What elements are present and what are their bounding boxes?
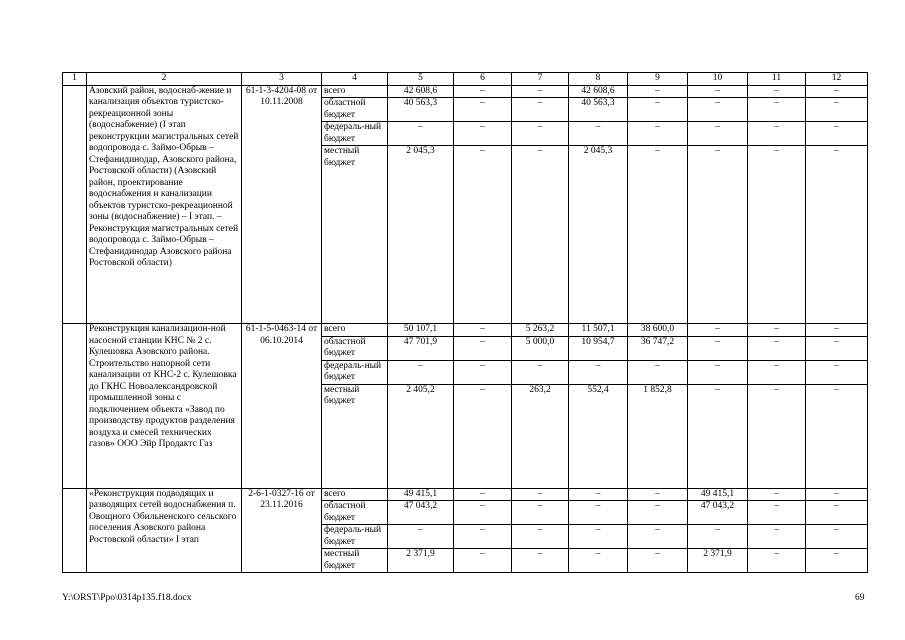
- value-cell: 40 563,3: [388, 98, 454, 122]
- value-cell: 38 600,0: [628, 324, 688, 337]
- value-cell: –: [569, 122, 628, 146]
- col-header-4: 4: [322, 73, 388, 86]
- col-header-1: 1: [63, 73, 87, 86]
- value-cell: –: [454, 360, 512, 384]
- value-cell: 47 043,2: [688, 501, 748, 525]
- table-body: [63, 73, 868, 573]
- value-cell: –: [569, 525, 628, 549]
- col-header-7: 7: [512, 73, 569, 86]
- value-cell: 2 045,3: [388, 146, 454, 324]
- value-cell: –: [688, 324, 748, 337]
- funding-source: федераль-ный бюджет: [322, 122, 388, 146]
- funding-source: всего: [322, 324, 388, 337]
- value-cell: –: [748, 384, 806, 488]
- project-description: «Реконструкция подводящих и разводящих сетей водоснабжения п. Овощного Обильненского сельского поселения Азовского района Ростовской области» I этап: [87, 488, 242, 573]
- funding-source: местный бюджет: [322, 146, 388, 324]
- table-row: [63, 85, 868, 98]
- value-cell: –: [454, 525, 512, 549]
- value-cell: 40 563,3: [569, 98, 628, 122]
- project-description: Реконструкция канализацион-ной насосной станции КНС № 2 с. Кулешовка Азовского района. Строительство напорной сети канализации от КНС-2 с. Кулешовка до ГКНС Новоалександровской промышленной зоны с подключением объекта «Завод по производству продуктов разделения воздуха и смесей технических газов» ООО Эйр Продактс Газ: [87, 324, 242, 489]
- value-cell: –: [454, 122, 512, 146]
- funding-source: федераль-ный бюджет: [322, 360, 388, 384]
- value-cell: –: [806, 488, 868, 501]
- value-cell: 552,4: [569, 384, 628, 488]
- table-row: [63, 324, 868, 337]
- value-cell: –: [454, 146, 512, 324]
- project-code: 61-1-3-4204-08 от 10.11.2008: [242, 85, 322, 324]
- value-cell: –: [512, 488, 569, 501]
- funding-source: местный бюджет: [322, 549, 388, 573]
- funding-source: областной бюджет: [322, 501, 388, 525]
- value-cell: 2 405,2: [388, 384, 454, 488]
- value-cell: –: [688, 122, 748, 146]
- funding-source: областной бюджет: [322, 336, 388, 360]
- value-cell: –: [688, 146, 748, 324]
- value-cell: 5 000,0: [512, 336, 569, 360]
- value-cell: –: [628, 98, 688, 122]
- footer-file-path: Y:\ORST\Ppo\0314p135.f18.docx: [62, 593, 192, 603]
- value-cell: –: [388, 360, 454, 384]
- value-cell: –: [688, 85, 748, 98]
- value-cell: 42 608,6: [569, 85, 628, 98]
- value-cell: –: [688, 525, 748, 549]
- value-cell: 10 954,7: [569, 336, 628, 360]
- value-cell: –: [454, 384, 512, 488]
- value-cell: 50 107,1: [388, 324, 454, 337]
- row-number-cell: [63, 85, 87, 324]
- value-cell: –: [388, 122, 454, 146]
- col-header-8: 8: [569, 73, 628, 86]
- value-cell: –: [628, 549, 688, 573]
- value-cell: –: [748, 501, 806, 525]
- col-header-2: 2: [87, 73, 242, 86]
- value-cell: –: [748, 324, 806, 337]
- col-header-12: 12: [806, 73, 868, 86]
- value-cell: –: [806, 85, 868, 98]
- value-cell: –: [512, 98, 569, 122]
- value-cell: –: [748, 122, 806, 146]
- value-cell: –: [806, 501, 868, 525]
- value-cell: –: [806, 324, 868, 337]
- value-cell: –: [748, 360, 806, 384]
- value-cell: –: [454, 336, 512, 360]
- value-cell: –: [512, 525, 569, 549]
- value-cell: –: [806, 549, 868, 573]
- value-cell: 42 608,6: [388, 85, 454, 98]
- value-cell: –: [688, 98, 748, 122]
- value-cell: –: [748, 85, 806, 98]
- value-cell: 36 747,2: [628, 336, 688, 360]
- value-cell: –: [806, 146, 868, 324]
- value-cell: 11 507,1: [569, 324, 628, 337]
- value-cell: –: [748, 488, 806, 501]
- project-description: Азовский район, водоснаб-жение и канализация объектов туристско-рекреационной зоны (водоснабжение) (I этап реконструкции магистральных сетей водопровода с. Займо-Обрыв – Стефанидинодар, Азовского района, Ростовской области) (Азовский район, проектирование водоснабжения и канализации объектов туристско-рекреационной зоны (водоснабжение) – I этап. – Реконструкция магистральных сетей водопровода с. Займо-Обрыв – Стефанидинодар Азовского района Ростовской области): [87, 85, 242, 324]
- value-cell: –: [806, 122, 868, 146]
- value-cell: –: [569, 360, 628, 384]
- value-cell: 2 371,9: [388, 549, 454, 573]
- table-row: [63, 488, 868, 501]
- value-cell: –: [454, 501, 512, 525]
- value-cell: –: [688, 384, 748, 488]
- value-cell: 263,2: [512, 384, 569, 488]
- value-cell: –: [512, 146, 569, 324]
- col-header-5: 5: [388, 73, 454, 86]
- value-cell: –: [454, 488, 512, 501]
- value-cell: 47 043,2: [388, 501, 454, 525]
- value-cell: –: [806, 98, 868, 122]
- value-cell: –: [569, 549, 628, 573]
- value-cell: –: [806, 525, 868, 549]
- value-cell: –: [512, 549, 569, 573]
- value-cell: –: [512, 85, 569, 98]
- project-code: 61-1-5-0463-14 от 06.10.2014: [242, 324, 322, 489]
- footer-page-number: 69: [855, 593, 865, 603]
- row-number-cell: [63, 488, 87, 573]
- value-cell: –: [628, 146, 688, 324]
- value-cell: 1 852,8: [628, 384, 688, 488]
- funding-source: местный бюджет: [322, 384, 388, 488]
- value-cell: –: [569, 501, 628, 525]
- value-cell: –: [806, 360, 868, 384]
- value-cell: –: [388, 525, 454, 549]
- header-row: [63, 73, 868, 86]
- value-cell: –: [512, 501, 569, 525]
- value-cell: –: [569, 488, 628, 501]
- value-cell: 49 415,1: [388, 488, 454, 501]
- budget-table: [62, 72, 868, 573]
- value-cell: –: [748, 146, 806, 324]
- value-cell: –: [454, 324, 512, 337]
- value-cell: –: [748, 98, 806, 122]
- value-cell: –: [512, 122, 569, 146]
- value-cell: –: [628, 85, 688, 98]
- col-header-11: 11: [748, 73, 806, 86]
- value-cell: –: [628, 488, 688, 501]
- funding-source: всего: [322, 488, 388, 501]
- value-cell: 47 701,9: [388, 336, 454, 360]
- funding-source: федераль-ный бюджет: [322, 525, 388, 549]
- value-cell: –: [688, 336, 748, 360]
- value-cell: –: [628, 525, 688, 549]
- value-cell: –: [748, 525, 806, 549]
- col-header-10: 10: [688, 73, 748, 86]
- value-cell: –: [454, 85, 512, 98]
- value-cell: –: [688, 360, 748, 384]
- value-cell: 49 415,1: [688, 488, 748, 501]
- value-cell: –: [454, 549, 512, 573]
- value-cell: –: [454, 98, 512, 122]
- col-header-6: 6: [454, 73, 512, 86]
- row-number-cell: [63, 324, 87, 489]
- value-cell: 5 263,2: [512, 324, 569, 337]
- col-header-3: 3: [242, 73, 322, 86]
- value-cell: –: [512, 360, 569, 384]
- value-cell: –: [628, 360, 688, 384]
- value-cell: –: [748, 336, 806, 360]
- value-cell: –: [806, 384, 868, 488]
- value-cell: 2 045,3: [569, 146, 628, 324]
- value-cell: –: [628, 501, 688, 525]
- value-cell: –: [748, 549, 806, 573]
- funding-source: областной бюджет: [322, 98, 388, 122]
- col-header-9: 9: [628, 73, 688, 86]
- value-cell: –: [806, 336, 868, 360]
- value-cell: 2 371,9: [688, 549, 748, 573]
- funding-source: всего: [322, 85, 388, 98]
- value-cell: –: [628, 122, 688, 146]
- project-code: 2-6-1-0327-16 от 23.11.2016: [242, 488, 322, 573]
